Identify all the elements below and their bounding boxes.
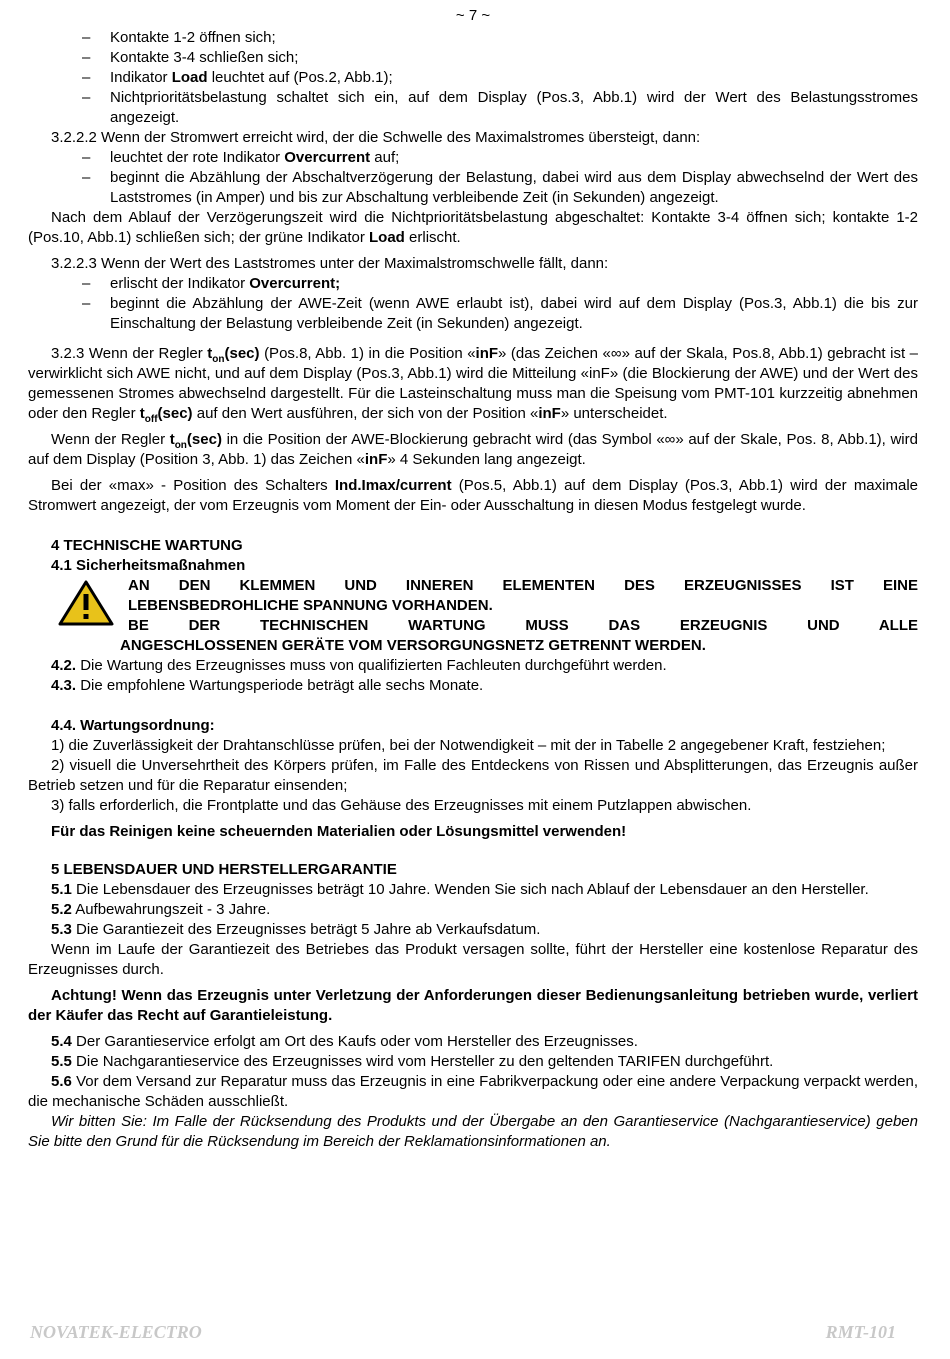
- section-3-2-2-2: 3.2.2.2 Wenn der Stromwert erreicht wird, der die Schwelle des Maximalstromes übersteigt, dann:: [51, 129, 701, 146]
- list-item: 1) die Zuverlässigkeit der Drahtanschlüsse prüfen, bei der Notwendigkeit – mit der in Tabelle 2 angegebener Kraft, festziehen;: [51, 737, 886, 754]
- list-item: 2) visuell die Unversehrtheit des Körpers prüfen, im Falle des Entdeckens von Rissen und Absplitterungen, das Erzeugnis außer Betrieb setzen und für die Reparatur einsenden;: [28, 757, 918, 794]
- paragraph: 4.2. Die Wartung des Erzeugnisses muss von qualifizierten Fachleuten durchgeführt werden.: [51, 657, 667, 674]
- paragraph: 5.1 Die Lebensdauer des Erzeugnisses beträgt 10 Jahre. Wenden Sie sich nach Ablauf der Lebensdauer an den Hersteller.: [51, 881, 869, 898]
- list-item: – Nichtprioritätsbelastung schaltet sich ein, auf dem Display (Pos.3, Abb.1) wird der Wert des Belastungsstromes angezeigt.: [82, 89, 918, 126]
- paragraph: Wenn der Regler $t_{on}(\sec)$ in die Position der AWE-Blockierung gebracht wird (das Symbol «∞» auf der Skale, Pos. 8, Abb.1), wird auf dem Display (Position 3, Abb. 1) das Zeichen «inF» 4 Sekunden lang angezeigt.: [28, 431, 918, 468]
- section-heading: 4 TECHNISCHE WARTUNG: [51, 537, 243, 554]
- list-item: – beginnt die Abzählung der Abschaltverzögerung der Belastung, dabei wird aus dem Display abwechselnd der Wert des Laststromes (in Amper) und bis zur Abschaltung verbleibende Zeit (in Sekunden) angezeigt.: [82, 169, 918, 206]
- paragraph: Wenn im Laufe der Garantiezeit des Betriebes das Produkt versagen sollte, führt der Hersteller eine kostenlose Reparatur des Erzeugnisses durch.: [28, 941, 918, 978]
- paragraph: 4.3. Die empfohlene Wartungsperiode beträgt alle sechs Monate.: [51, 677, 484, 694]
- section-heading: 4.1 Sicherheitsmaßnahmen: [51, 557, 246, 574]
- section-heading: 4.4. Wartungsordnung:: [51, 717, 215, 734]
- footer-brand: NOVATEK-ELECTRO: [30, 1322, 202, 1342]
- paragraph: Bei der «max» - Position des Schalters Ind.Imax/current (Pos.5, Abb.1) auf dem Display (Pos.3, Abb.1) wird der maximale Stromwert angezeigt, der vom Erzeugnis vom Moment der Ein- oder Ausschaltung in diesen Modus festgelegt wurde.: [28, 477, 918, 514]
- section-3-2-2-3: 3.2.2.3 Wenn der Wert des Laststromes unter der Maximalstromschwelle fällt, dann:: [51, 255, 609, 272]
- list-item: – Kontakte 1-2 öffnen sich;: [82, 29, 276, 46]
- list-item: – leuchtet der rote Indikator Overcurrent auf;: [82, 149, 400, 166]
- list-item: – Indikator Load leuchtet auf (Pos.2, Abb.1);: [82, 69, 393, 86]
- list-item: – beginnt die Abzählung der AWE-Zeit (wenn AWE erlaubt ist), dabei wird auf dem Display (Pos.3, Abb.1) die bis zur Einschaltung der Belastung verbleibende Zeit (in Sekunden) angezeigt.: [82, 295, 918, 332]
- section-3-2-3: 3.2.3 Wenn der Regler $t_{on}(\sec)$ (Pos.8, Abb. 1) in die Position «inF» (das Zeichen «∞» auf der Skala, Pos.8, Abb.1) gebracht ist – verwirklicht sich AWE nicht, und auf dem Display (Pos.3, Abb.1) wird die Mitteilung «inF» (die Blockierung der AWE) und der Wert des gemessenen Stromes abwechselnd dargestellt. Für die Lasteinschaltung muss man die Speisung vom PMT-101 kurzzeitig abnehmen oder den Regler $t_{off}(\sec)$ auf den Wert ausführen, der sich von der Position «inF» unterscheidet.: [28, 345, 918, 425]
- paragraph: 5.5 Die Nachgarantieservice des Erzeugnisses wird vom Hersteller zu den geltenden TARIFEN durchgeführt.: [51, 1053, 774, 1070]
- paragraph: 5.6 Vor dem Versand zur Reparatur muss das Erzeugnis in eine Fabrikverpackung oder eine andere Verpackung verpackt werden, die mechanische Schäden ausschließt.: [28, 1073, 918, 1110]
- paragraph: 5.4 Der Garantieservice erfolgt am Ort des Kaufs oder vom Hersteller des Erzeugnisses.: [51, 1033, 638, 1050]
- warning-triangle-icon: [58, 580, 114, 626]
- footer-model: RMT-101: [825, 1322, 896, 1342]
- paragraph: 5.3 Die Garantiezeit des Erzeugnisses beträgt 5 Jahre ab Verkaufsdatum.: [51, 921, 541, 938]
- list-item: 3) falls erforderlich, die Frontplatte und das Gehäuse des Erzeugnisses mit einem Putzlappen abwischen.: [51, 797, 752, 814]
- warranty-warning: Achtung! Wenn das Erzeugnis unter Verletzung der Anforderungen dieser Bedienungsanleitung betrieben wurde, verliert der Käufer das Recht auf Garantieleistung.: [28, 987, 918, 1024]
- paragraph: Nach dem Ablauf der Verzögerungszeit wird die Nichtprioritätsbelastung abgeschaltet: Kontakte 3-4 öffnen sich; kontakte 1-2 (Pos.10, Abb.1) schließen sich; der grüne Indikator Load erlischt.: [28, 209, 918, 246]
- page-footer: [30, 1322, 896, 1346]
- section-heading: 5 LEBENSDAUER UND HERSTELLERGARANTIE: [51, 861, 397, 878]
- safety-warning: AN DEN KLEMMEN UND INNEREN ELEMENTEN DES ERZEUGNISSES IST EINE LEBENSBEDROHLICHE SPANNUNG VORHANDEN. BE DER TECHNISCHEN WARTUNG MUSS DAS ERZEUGNIS UND ALLE ANGESCHLOSSENEN GERÄTE VOM VERSORGUNGSNETZ GETRENNT WERDEN.: [28, 576, 918, 656]
- page-number: ~ 7 ~: [455, 7, 491, 24]
- cleaning-warning: Für das Reinigen keine scheuernden Materialien oder Lösungsmittel verwenden!: [51, 823, 627, 840]
- paragraph: Wir bitten Sie: Im Falle der Rücksendung des Produkts und der Übergabe an den Garantieservice (Nachgarantieservice) geben Sie bitte den Grund für die Rücksendung im Bereich der Reklamationsinformationen an.: [28, 1113, 918, 1150]
- list-item: – erlischt der Indikator Overcurrent;: [82, 275, 341, 292]
- document-page: [28, 6, 918, 1152]
- list-item: – Kontakte 3-4 schließen sich;: [82, 49, 299, 66]
- paragraph: 5.2 Aufbewahrungszeit - 3 Jahre.: [51, 901, 271, 918]
